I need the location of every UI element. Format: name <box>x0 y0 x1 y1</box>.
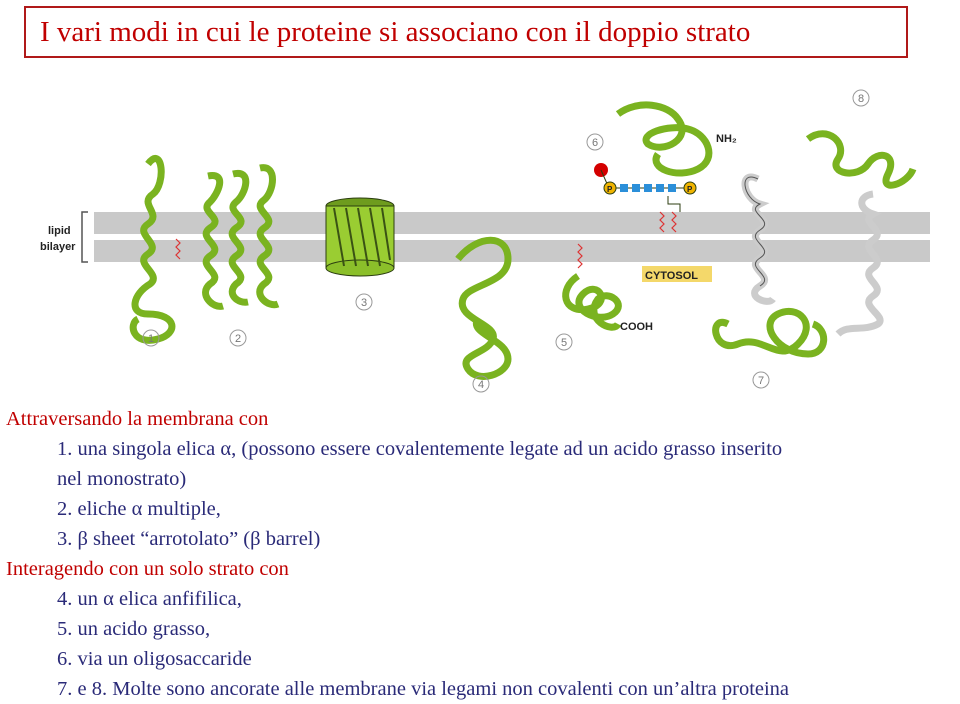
membrane-outer-leaflet <box>94 212 930 234</box>
label-5: 5 <box>561 337 568 349</box>
membrane-inner-leaflet <box>94 240 930 262</box>
item-1b: nel monostrato) <box>57 468 187 490</box>
cytosol-label: CYTOSOL <box>645 270 698 282</box>
item-5: 5. un acido grasso, <box>57 618 211 640</box>
p-label-right: P <box>687 185 693 194</box>
bilayer-bracket <box>82 212 88 262</box>
bilayer-label: bilayer <box>40 241 76 253</box>
page-title: I vari modi in cui le proteine si associano con il doppio strato <box>40 16 751 48</box>
protein-2-multiple-helices <box>206 168 278 307</box>
lipid-label: lipid <box>48 225 71 237</box>
label-4: 4 <box>478 379 485 391</box>
protein-5-fatty-acid-anchored <box>566 276 619 327</box>
item-7-8: 7. e 8. Molte sono ancorate alle membrane via legami non covalenti con un’altra proteina <box>57 678 790 700</box>
label-1: 1 <box>148 333 155 345</box>
item-3: 3. β sheet “arrotolato” (β barrel) <box>57 528 321 550</box>
item-1a: 1. una singola elica α, (possono essere covalentemente legate ad un acido grasso inserito <box>57 438 783 460</box>
item-2: 2. eliche α multiple, <box>57 498 221 520</box>
item-6: 6. via un oligosaccaride <box>57 648 252 670</box>
cooh-label: COOH <box>620 321 653 333</box>
title-box <box>24 6 908 58</box>
protein-3-beta-barrel <box>326 198 394 276</box>
label-2: 2 <box>235 333 242 345</box>
label-6: 6 <box>592 137 599 149</box>
label-7: 7 <box>758 375 765 387</box>
item-4: 4. un α elica anfifilica, <box>57 588 242 610</box>
label-3: 3 <box>361 297 368 309</box>
nh2-label: NH₂ <box>716 133 737 145</box>
p-label-left: P <box>607 185 613 194</box>
heading-spanning: Attraversando la membrana con <box>6 408 269 430</box>
heading-one-layer: Interagendo con un solo strato con <box>6 558 289 580</box>
protein-7-noncovalent <box>716 177 824 354</box>
label-8: 8 <box>858 93 865 105</box>
membrane-protein-figure <box>38 84 940 402</box>
